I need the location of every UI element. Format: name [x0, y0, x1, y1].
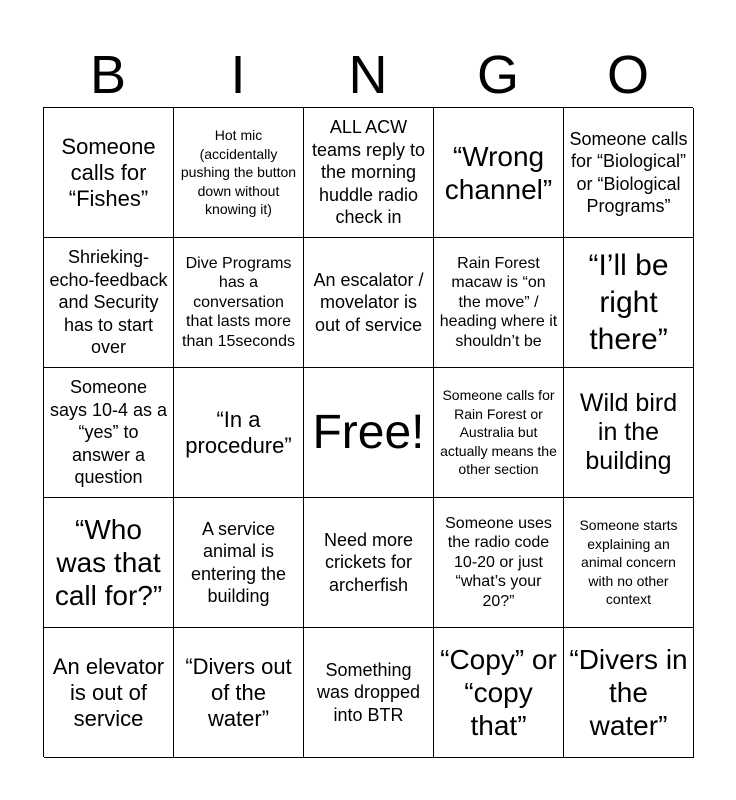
bingo-cell[interactable] [434, 108, 564, 238]
bingo-cell[interactable] [44, 108, 174, 238]
bingo-cell[interactable] [564, 108, 694, 238]
header-letter-g: G [476, 45, 519, 105]
cell-text: “Wrong channel” [444, 140, 553, 205]
header-letter-n: N [348, 45, 388, 105]
bingo-cell[interactable] [434, 498, 564, 628]
cell-text: ALL ACW teams reply to the morning huddle radio check in [311, 117, 426, 228]
header-letter-b: B [89, 45, 127, 105]
cell-text: Someone uses the radio code 10-20 or just “what’s your 20?” [445, 514, 552, 610]
bingo-cell[interactable] [174, 368, 304, 498]
cell-text: Someone calls for “Biological” or “Biological Programs” [569, 128, 688, 216]
cell-text: Dive Programs has a conversation that lasts more than 15seconds [182, 254, 295, 350]
bingo-cell[interactable] [174, 498, 304, 628]
bingo-cell[interactable] [174, 238, 304, 368]
cell-text: An elevator is out of service [52, 653, 165, 731]
bingo-cell[interactable] [44, 368, 174, 498]
cell-text: An escalator / movelator is out of service [313, 269, 424, 335]
bingo-cell[interactable] [564, 498, 694, 628]
cell-text: Someone calls for “Fishes” [61, 133, 156, 211]
bingo-board [43, 107, 693, 757]
cell-text: Shrieking-echo-feedback and Security has to start over [49, 247, 168, 358]
cell-text: “Copy” or “copy that” [440, 644, 557, 741]
bingo-cell[interactable] [44, 498, 174, 628]
bingo-cell[interactable] [304, 108, 434, 238]
cell-text: “I’ll be right there” [588, 249, 669, 356]
cell-text: Need more crickets for archerfish [323, 529, 414, 595]
bingo-cell[interactable] [174, 108, 304, 238]
bingo-header [43, 44, 693, 106]
cell-text: Hot mic (accidentally pushing the button down without knowing it) [180, 127, 297, 218]
cell-text: Someone calls for Rain Forest or Australia but actually means the other section [440, 387, 557, 478]
bingo-cell[interactable] [304, 628, 434, 758]
header-letter-i: I [230, 45, 246, 105]
cell-text: Rain Forest macaw is “on the move” / heading where it shouldn’t be [439, 254, 558, 350]
bingo-cell[interactable] [564, 628, 694, 758]
free-space-text: Free! [312, 405, 425, 459]
bingo-cell[interactable] [44, 628, 174, 758]
bingo-cell[interactable] [304, 498, 434, 628]
bingo-cell[interactable] [174, 628, 304, 758]
cell-text: “Who was that call for?” [54, 514, 163, 611]
bingo-cell[interactable] [44, 238, 174, 368]
bingo-cell-free[interactable] [304, 368, 434, 498]
cell-text: Wild bird in the building [579, 389, 678, 475]
cell-text: Someone starts explaining an animal concern with no other context [579, 517, 678, 608]
cell-text: “Divers out of the water” [185, 653, 292, 731]
cell-text: “Divers in the water” [569, 644, 688, 741]
bingo-cell[interactable] [564, 368, 694, 498]
cell-text: “In a procedure” [185, 406, 292, 458]
bingo-cell[interactable] [304, 238, 434, 368]
bingo-cell[interactable] [564, 238, 694, 368]
bingo-cell[interactable] [434, 628, 564, 758]
cell-text: Someone says 10-4 as a “yes” to answer a question [49, 377, 168, 488]
cell-text: Something was dropped into BTR [316, 659, 421, 725]
bingo-cell[interactable] [434, 368, 564, 498]
bingo-cell[interactable] [434, 238, 564, 368]
header-letter-o: O [606, 45, 649, 105]
cell-text: A service animal is entering the building [190, 518, 287, 606]
